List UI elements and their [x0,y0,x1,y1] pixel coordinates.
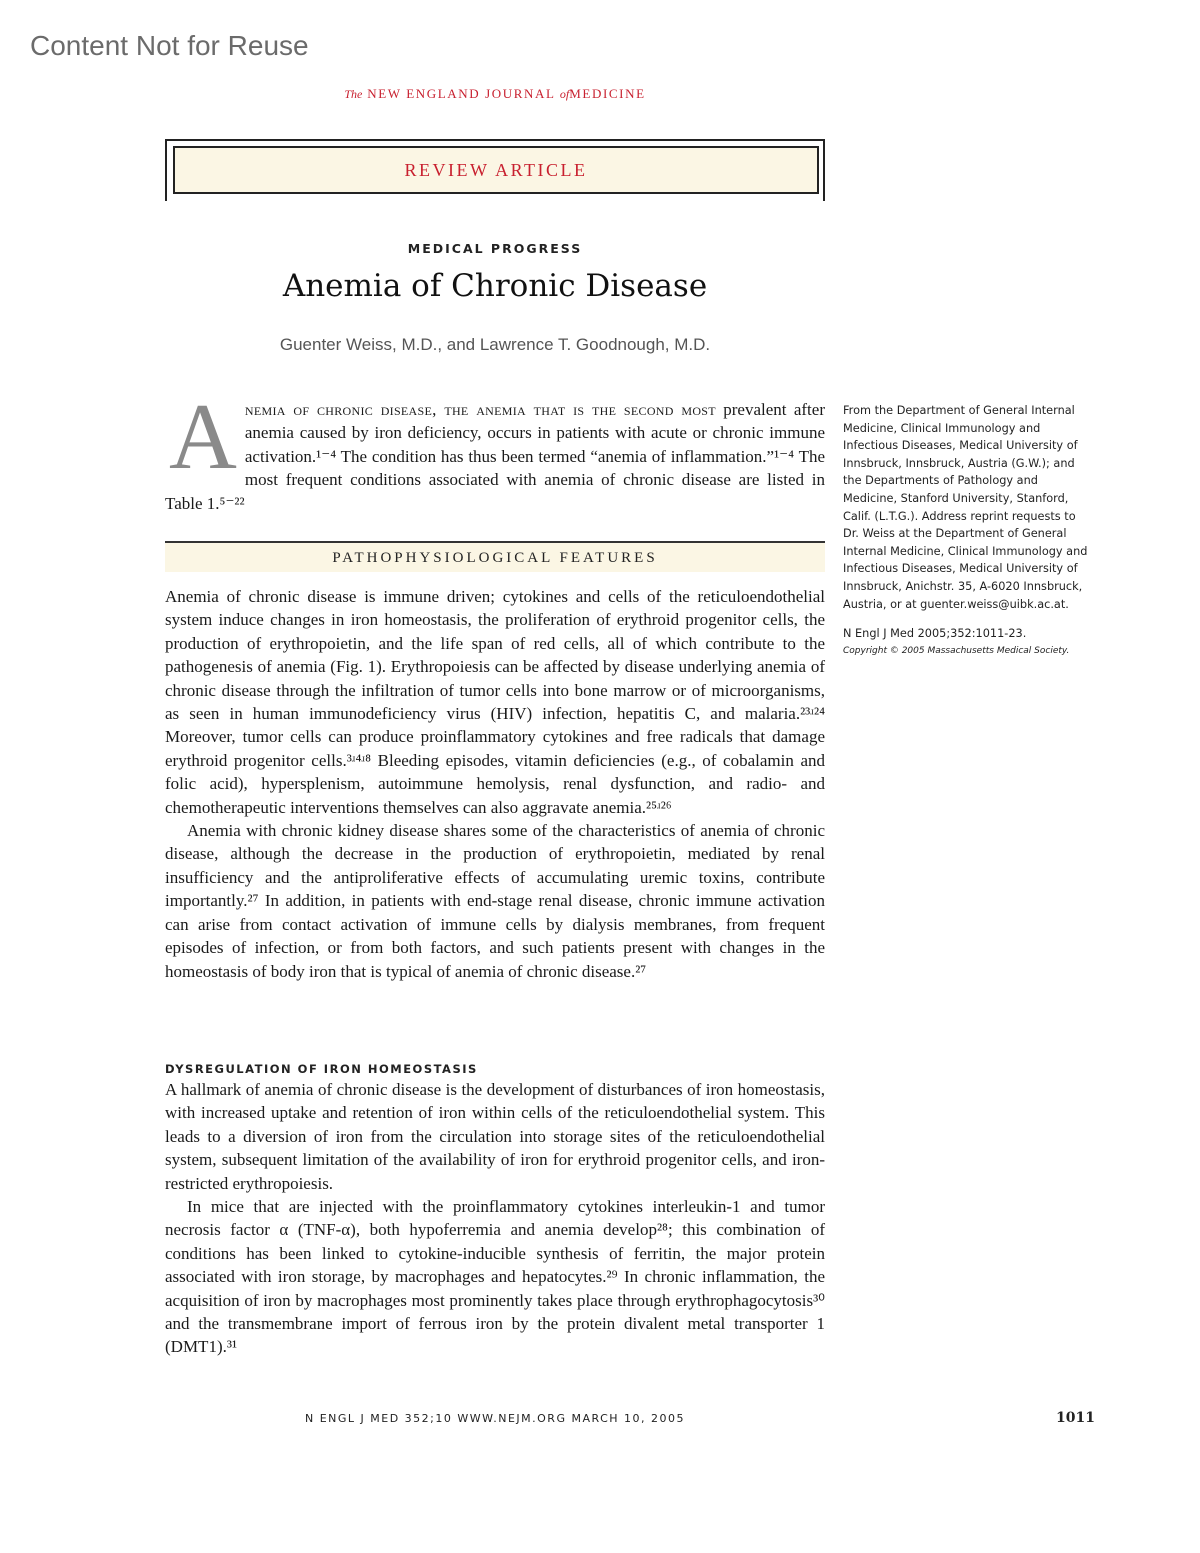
article-authors: Guenter Weiss, M.D., and Lawrence T. Goodnough, M.D. [279,335,711,354]
body-paragraph: Anemia with chronic kidney disease shares some of the characteristics of anemia of chronic disease, although the decrease in the production of erythropoietin, mediated by renal insufficiency and the antiproliferative effects of accumulating uremic toxins, contribute importantly.²⁷ In addition, in patients with end-stage renal disease, chronic immune activation can arise from contact activation of immune cells by dialysis membranes, from frequent episodes of infection, or from both factors, and such patients present with changes in the homeostasis of body iron that is typical of anemia of chronic disease.²⁷ [165,821,825,981]
body-paragraph: Anemia of chronic disease is immune driven; cytokines and cells of the reticuloendothelial system induce changes in iron homeostasis, the proliferation of erythroid progenitor cells, the production of erythropoietin, and the life span of red cells, all of which contribute to the pathogenesis of anemia (Fig. 1). Erythropoiesis can be affected by disease underlying anemia of chronic disease through the infiltration of tumor cells into bone marrow or of microorganisms, as seen in human immunodeficiency virus (HIV) infection, hepatitis C, and malaria.²³ʴ²⁴ Moreover, tumor cells can produce proinflammatory cytokines and free radicals that damage erythroid progenitor cells.³ʴ⁴ʴ⁸ Bleeding episodes, vitamin deficiencies (e.g., of cobalamin and folic acid), hypersplenism, autoimmune hemolysis, renal dysfunction, and radio- and chemotherapeutic interventions themselves can also aggravate anemia.²⁵ʴ²⁶ [165,587,825,817]
body-paragraph: A hallmark of anemia of chronic disease is the development of disturbances of iron homeostasis, with increased uptake and retention of iron within cells of the reticuloendothelial system. This leads to a diversion of iron from the circulation into storage sites of the reticuloendothelial system, subsequent limitation of the availability of iron for erythroid progenitor cells, and iron-restricted erythropoiesis. [165,1080,825,1193]
page-number: 1011 [1056,1410,1095,1426]
masthead-of: of [559,87,570,101]
author-affiliation: From the Department of General Internal Medicine, Clinical Immunology and Infectious Diseases, Medical University of Innsbruck, Innsbruck, Austria (G.W.); and the Departments of Pathology and Medicine, Stanford University, Stanford, Calif. (L.T.G.). Address reprint requests to Dr. Weiss at the Department of General Internal Medicine, Clinical Immunology and Infectious Diseases, Medical University of Innsbruck, Anichstr. 35, A-6020 Innsbruck, Austria, or at guenter.weiss@uibk.ac.at. [843,404,1088,611]
intro-lead: nemia of chronic disease, the anemia that is the second most [244,400,716,419]
copyright-notice: Copyright © 2005 Massachusetts Medical Society. [843,645,1070,656]
article-title: Anemia of Chronic Disease [282,268,708,304]
section-label: MEDICAL PROGRESS [407,241,583,256]
masthead-the: The [344,87,363,101]
section-body [165,585,825,983]
subsection-heading: DYSREGULATION OF IRON HOMEOSTASIS [165,1062,478,1076]
drop-cap: A [169,385,237,489]
body-paragraph: In mice that are injected with the proinflammatory cytokines interleukin-1 and tumor necrosis factor α (TNF-α), both hypoferremia and anemia develop²⁸; this combination of conditions has been linked to cytokine-inducible synthesis of ferritin, the major protein associated with iron storage, by macrophages and hepatocytes.²⁹ In chronic inflammation, the acquisition of iron by macrophages most prominently takes place through erythrophagocytosis³⁰ and the transmembrane import of ferrous iron by the protein divalent metal transporter 1 (DMT1).³¹ [165,1197,825,1357]
article-type-banner: REVIEW ARTICLE [173,146,819,194]
sidebar-notes [843,402,1095,659]
subsection-body [165,1078,825,1359]
intro-paragraph [165,385,825,515]
masthead-new-england: NEW ENGLAND JOURNAL [367,86,556,101]
intro-text: prevalent after anemia caused by iron deficiency, occurs in patients with acute or chronic immune activation.¹⁻⁴ The condition has thus been termed “anemia of inflammation.”¹⁻⁴ The most frequent conditions associated with anemia of chronic disease are listed in Table 1.⁵⁻²² [165,400,825,513]
journal-citation: N Engl J Med 2005;352:1011-23. [843,627,1027,641]
page-footer: N ENGL J MED 352;10 WWW.NEJM.ORG MARCH 10, 2005 [304,1412,686,1425]
section-heading: PATHOPHYSIOLOGICAL FEATURES [165,541,825,572]
masthead-medicine: MEDICINE [569,86,646,101]
watermark-text: Content Not for Reuse [30,30,309,61]
journal-masthead [165,86,825,102]
